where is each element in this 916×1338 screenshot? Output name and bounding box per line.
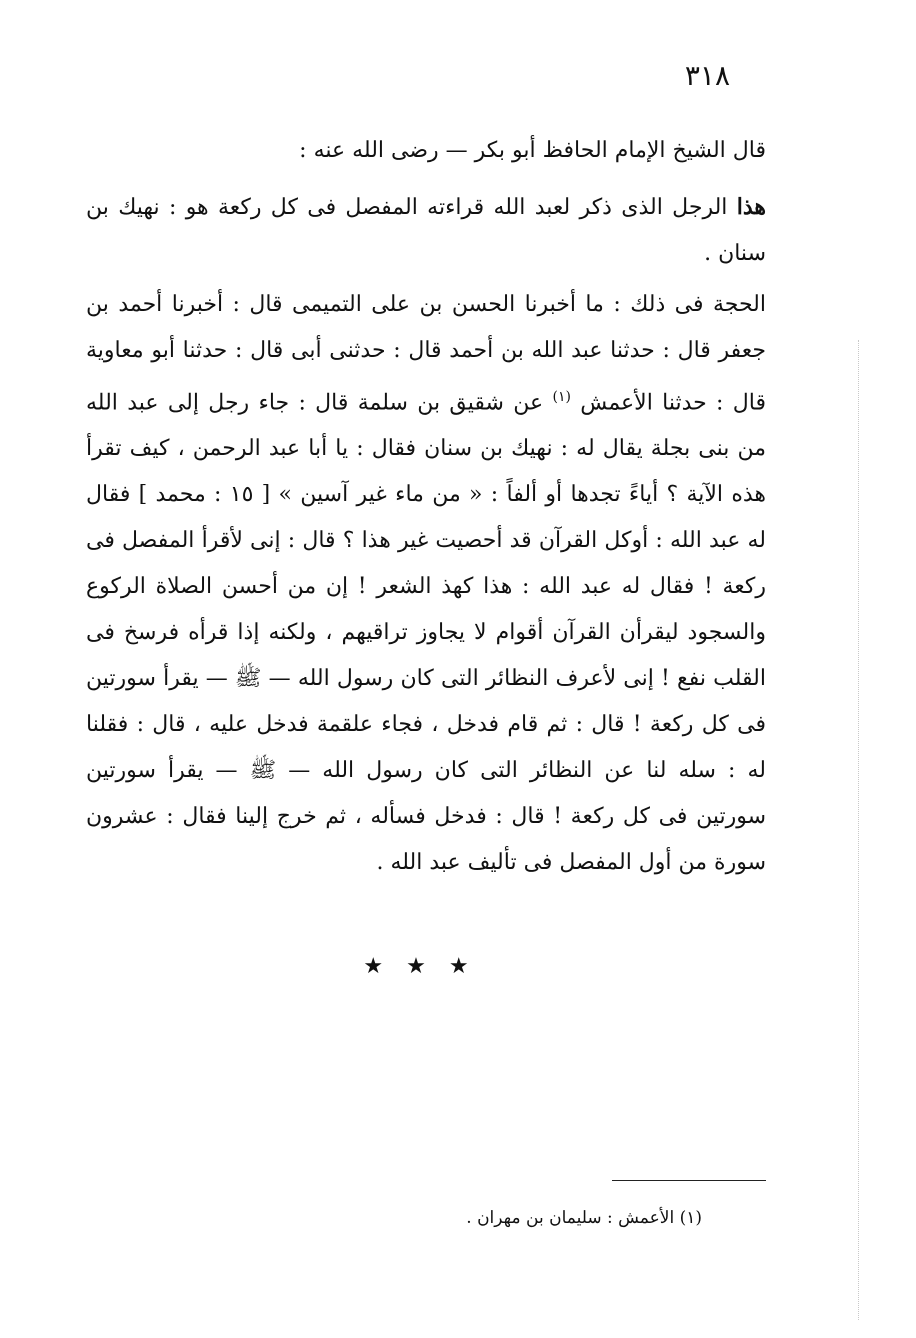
footnote: (١) الأعمش : سليمان بن مهران . bbox=[466, 1208, 702, 1228]
paragraph-body: الرجل الذى ذكر لعبد الله قراءته المفصل فى كل ركعة هو : نهيك بن سنان . bbox=[86, 195, 766, 266]
paragraph-evidence bbox=[86, 282, 766, 886]
paragraph-lead-word: هذا bbox=[736, 194, 766, 220]
page-number: ٣١٨ bbox=[684, 59, 730, 92]
paragraph-identification bbox=[86, 184, 766, 277]
footnote-marker: (١) bbox=[552, 389, 571, 405]
scan-margin-dots bbox=[858, 340, 859, 1320]
section-separator-stars: ★ ★ ★ bbox=[363, 954, 477, 979]
footnote-divider bbox=[612, 1180, 766, 1181]
opening-attribution: قال الشيخ الإمام الحافظ أبو بكر — رضى الله عنه : bbox=[299, 138, 766, 163]
evidence-text-part2: عن شقيق بن سلمة قال : جاء رجل إلى عبد الله من بنى بجلة يقال له : نهيك بن سنان فقال : يا أبا عبد الرحمن ، كيف تقرأ هذه الآية ؟ أياءً تجدها أو ألفاً : « من ماء غير آسين » [ ١٥ : محمد ] فقال له عبد الله : أوكل القرآن قد أحصيت غير هذا ؟ قال : إنى لأقرأ المفصل فى ركعة ! فقال له عبد الله : هذا كهذ الشعر ! إن من أحسن الصلاة الركوع والسجود ليقرأن القرآن أقوام لا يجاوز تراقيهم ، ولكنه إذا قرأه فرسخ فى القلب نفع ! إنى لأعرف النظائر التى كان رسول الله — ﷺ — يقرأ سورتين فى كل ركعة ! قال : ثم قام فدخل ، فجاء علقمة فدخل عليه ، قال : فقلنا له : سله لنا عن النظائر التى كان رسول الله — ﷺ — يقرأ سورتين سورتين فى كل ركعة ! قال : فدخل فسأله ، ثم خرج إلينا فقال : عشرون سورة من أول المفصل فى تأليف عبد الله . bbox=[86, 390, 766, 876]
evidence-text-part1: الحجة فى ذلك : ما أخبرنا الحسن بن على التميمى قال : أخبرنا أحمد بن جعفر قال : حدثنا عبد الله بن أحمد قال : حدثنى أبى قال : حدثنا أبو معاوية قال : حدثنا الأعمش bbox=[86, 292, 766, 416]
